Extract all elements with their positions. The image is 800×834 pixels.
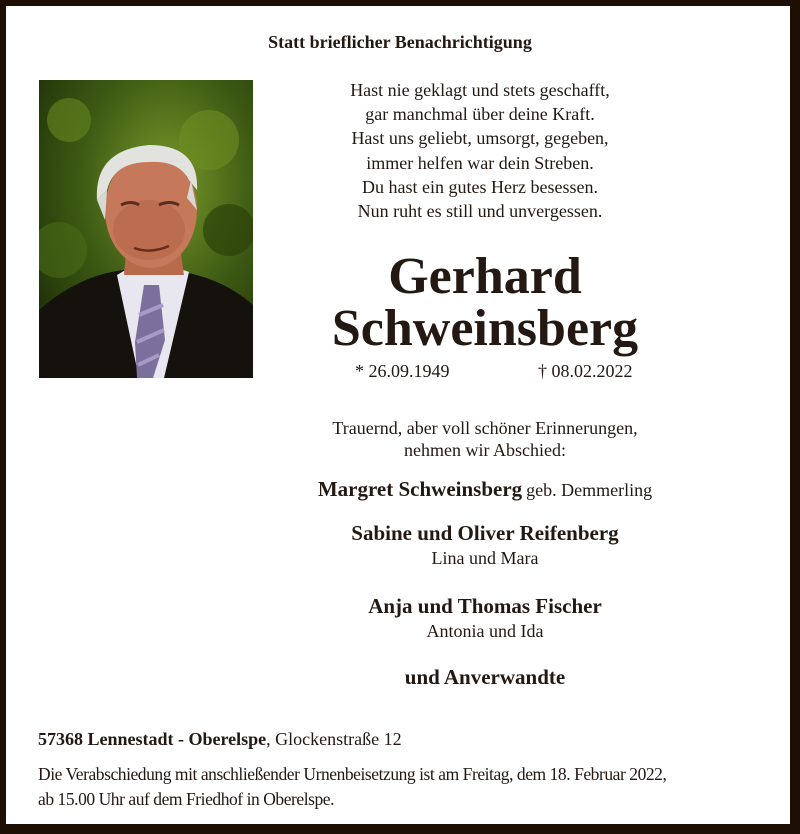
family-group-2 xyxy=(270,594,700,642)
family-group-2-children: Antonia und Ida xyxy=(426,621,544,641)
poem-line: Hast nie geklagt und stets geschafft, xyxy=(350,80,610,100)
poem-line: Hast uns geliebt, umsorgt, gegeben, xyxy=(351,128,609,149)
funeral-notice xyxy=(38,762,788,812)
notice-heading: Statt brieflicher Benachrichtigung xyxy=(268,32,532,52)
memorial-poem xyxy=(280,78,680,223)
spouse-entry xyxy=(270,477,700,502)
funeral-notice-line: Die Verabschiedung mit anschließender Urnenbeisetzung ist am Freitag, dem 18. Februar 2022, xyxy=(38,764,667,784)
mourning-line: Trauernd, aber voll schöner Erinnerungen, xyxy=(332,418,638,438)
relatives xyxy=(270,665,700,690)
mourning-line: nehmen wir Abschied: xyxy=(404,440,566,460)
deceased-name xyxy=(280,248,690,357)
family-group-1-children: Lina und Mara xyxy=(431,548,539,568)
address-city: 57368 Lennestadt - Oberelspe xyxy=(38,729,267,749)
family-group-1-name: Sabine und Oliver Reifenberg xyxy=(351,521,619,545)
family-group-1 xyxy=(270,521,700,569)
address-street: , Glockenstraße 12 xyxy=(266,729,402,749)
family-group-2-name: Anja und Thomas Fischer xyxy=(368,594,602,618)
deceased-first-name: Gerhard xyxy=(388,248,582,305)
poem-line: Nun ruht es still und unvergessen. xyxy=(357,201,603,222)
poem-line: Du hast ein gutes Herz besessen. xyxy=(362,176,598,197)
funeral-notice-line: ab 15.00 Uhr auf dem Friedhof in Oberelspe. xyxy=(38,789,335,809)
deceased-last-name: Schweinsberg xyxy=(331,300,639,357)
portrait-photo xyxy=(39,80,253,378)
mourning-text xyxy=(270,417,700,461)
family-address xyxy=(38,729,402,750)
portrait-image-icon xyxy=(39,80,253,378)
poem-line: immer helfen war dein Streben. xyxy=(366,152,594,173)
relatives-text: und Anverwandte xyxy=(404,665,566,689)
poem-line: gar manchmal über deine Kraft. xyxy=(365,104,595,125)
death-date: † 08.02.2022 xyxy=(538,361,633,381)
spouse-birth-name: geb. Demmerling xyxy=(526,480,653,500)
birth-date: * 26.09.1949 xyxy=(355,361,450,381)
spouse-name: Margret Schweinsberg xyxy=(317,477,523,501)
